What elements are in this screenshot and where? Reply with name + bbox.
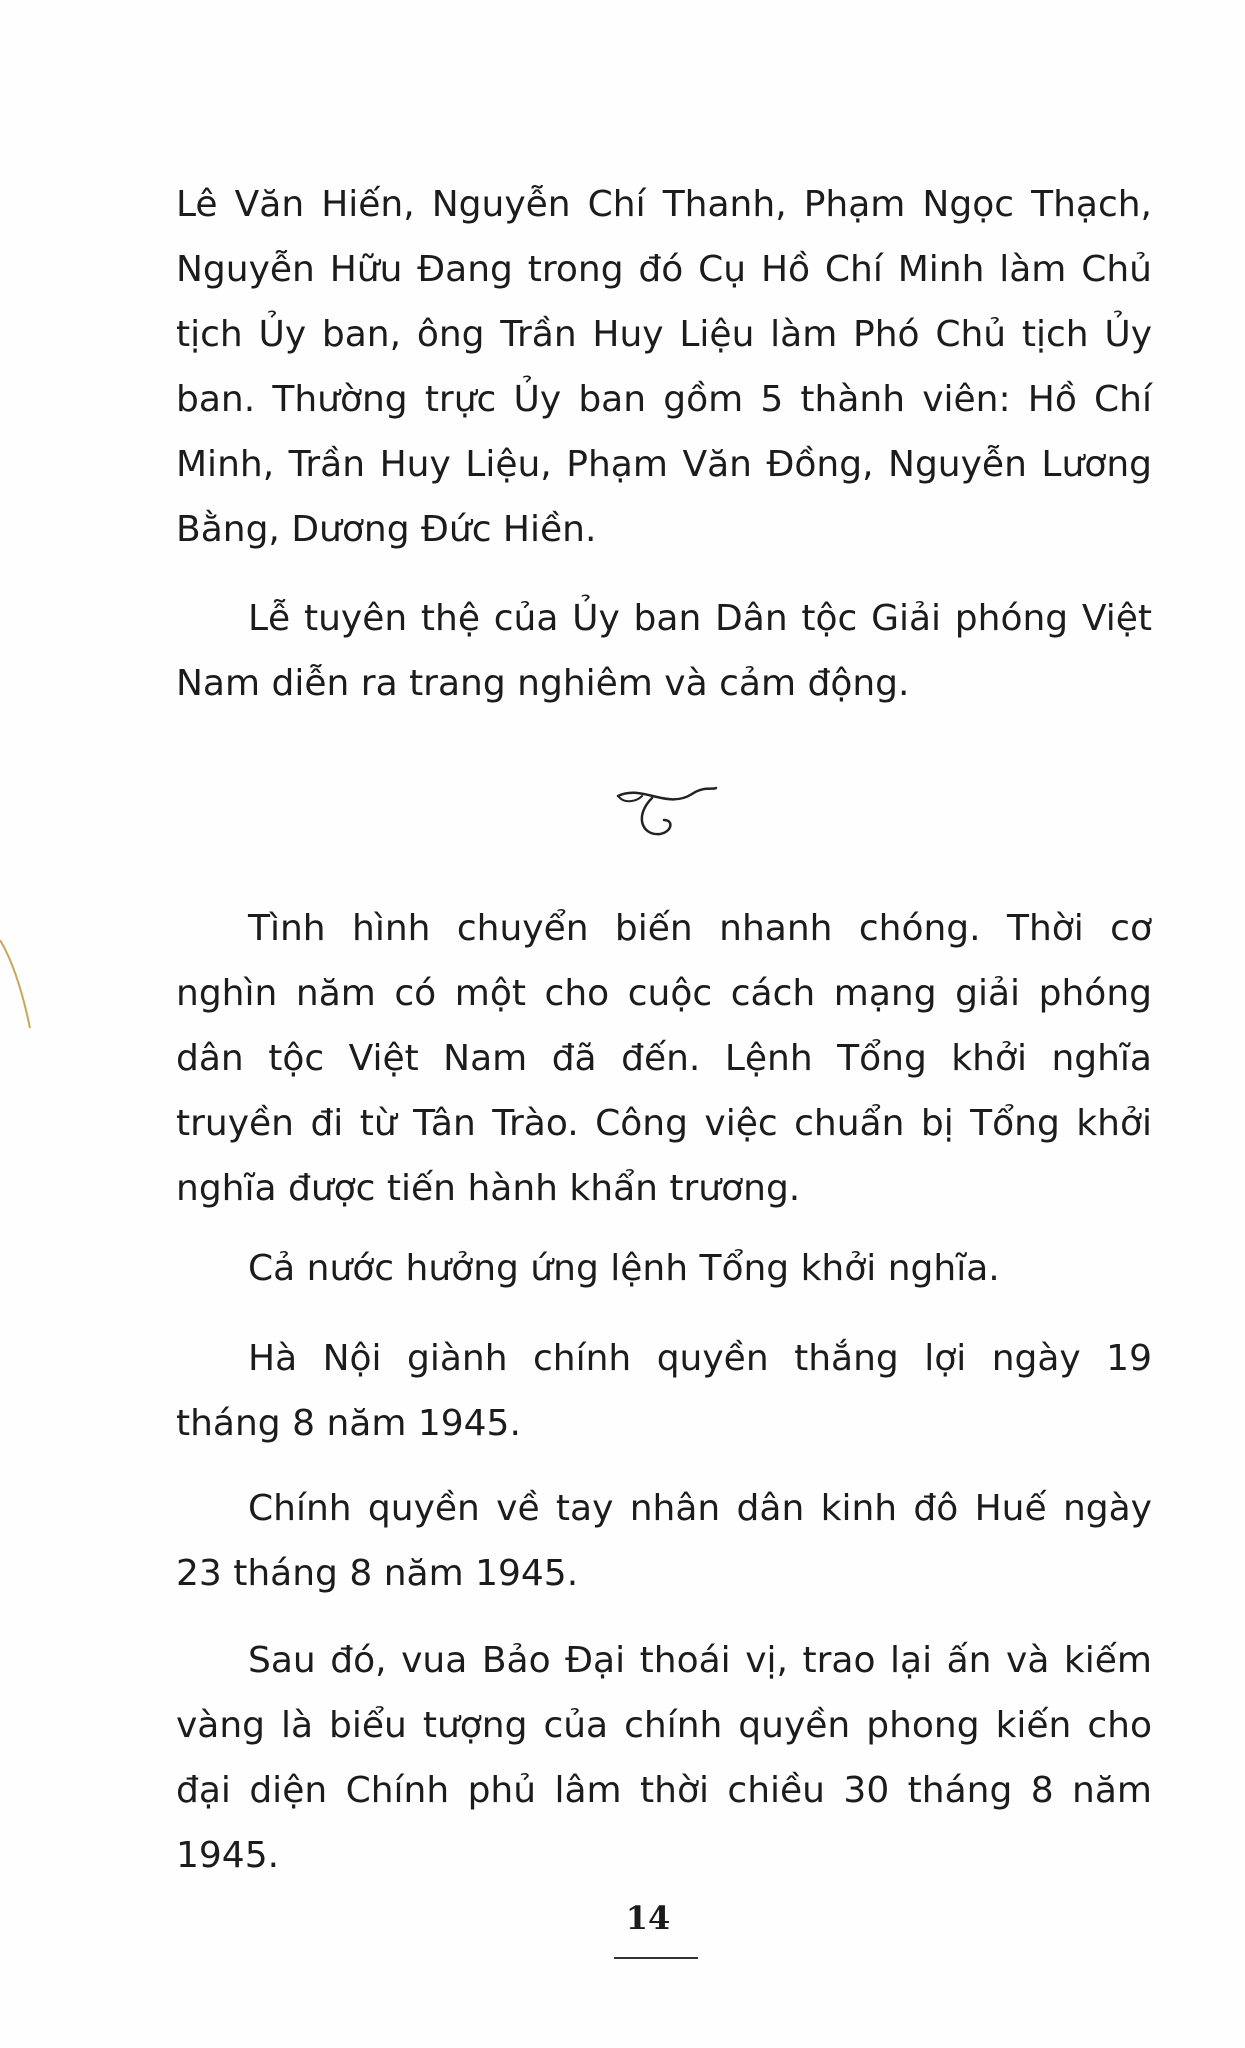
calligraphic-flourish-icon — [612, 776, 722, 846]
paragraph-hue: Chính quyền về tay nhân dân kinh đô Huế ngày 23 tháng 8 năm 1945. — [176, 1488, 1152, 1594]
page-number-underline — [614, 1957, 698, 1959]
page-edge-mark — [0, 940, 40, 1030]
paragraph-situation-change: Tình hình chuyển biến nhanh chóng. Thời cơ nghìn năm có một cho cuộc cách mạng giải phóng dân tộc Việt Nam đã đến. Lệnh Tổng khởi nghĩa truyền đi từ Tân Trào. Công việc chuẩn bị Tổng khởi nghĩa được tiến hành khẩn trương. — [176, 908, 1152, 1209]
paragraph-oath-ceremony: Lễ tuyên thệ của Ủy ban Dân tộc Giải phóng Việt Nam diễn ra trang nghiêm và cảm động. — [176, 598, 1152, 704]
paragraph-bao-dai-abdication: Sau đó, vua Bảo Đại thoái vị, trao lại ấn và kiếm vàng là biểu tượng của chính quyền phong kiến cho đại diện Chính phủ lâm thời chiều 30 tháng 8 năm 1945. — [176, 1640, 1152, 1876]
paragraph-committee-members: Lê Văn Hiến, Nguyễn Chí Thanh, Phạm Ngọc Thạch, Nguyễn Hữu Đang trong đó Cụ Hồ Chí Minh làm Chủ tịch Ủy ban, ông Trần Huy Liệu làm Phó Chủ tịch Ủy ban. Thường trực Ủy ban gồm 5 thành viên: Hồ Chí Minh, Trần Huy Liệu, Phạm Văn Đồng, Nguyễn Lương Bằng, Dương Đức Hiền. — [176, 184, 1152, 550]
paragraph-hanoi: Hà Nội giành chính quyền thắng lợi ngày 19 tháng 8 năm 1945. — [176, 1338, 1152, 1444]
paragraph-nation-response: Cả nước hưởng ứng lệnh Tổng khởi nghĩa. — [248, 1248, 1000, 1289]
page-number: 14 — [625, 1899, 671, 1937]
